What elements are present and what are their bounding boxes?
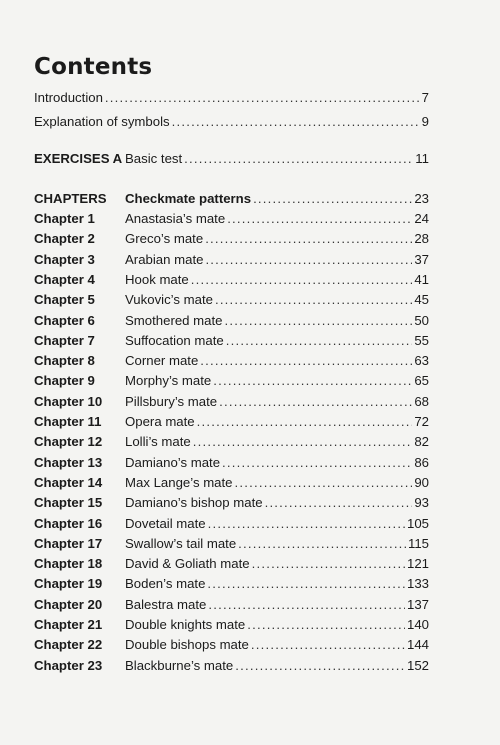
chapter-label: Chapter 10: [34, 393, 103, 409]
toc-entry-chapter: [0, 392, 500, 412]
entry-title: Damiano’s mate: [125, 454, 221, 470]
entry-title: Suffocation mate: [125, 332, 224, 348]
dot-leader: [208, 514, 405, 534]
chapter-label: Chapter 9: [34, 373, 95, 389]
entry-title: Morphy’s mate: [125, 373, 212, 389]
chapter-label: Chapter 5: [34, 292, 95, 308]
dot-leader: [215, 290, 412, 310]
toc-entry-chapter: [0, 574, 500, 594]
toc-entry-chapter: [0, 534, 500, 554]
toc-entry-chapter: [0, 371, 500, 391]
dot-leader: [184, 149, 413, 169]
chapter-label: Chapter 14: [34, 474, 103, 490]
entry-title: Double bishops mate: [125, 637, 249, 653]
page-number: 11: [415, 151, 429, 166]
entry-title: Hook mate: [125, 271, 189, 287]
dot-leader: [235, 473, 413, 493]
entry-title: Max Lange’s mate: [125, 474, 233, 490]
dot-leader: [191, 270, 413, 290]
page-number: 121: [406, 556, 429, 572]
dot-leader: [252, 554, 405, 574]
page-number: 152: [406, 657, 429, 673]
entry-title: Arabian mate: [125, 251, 204, 267]
page-number: 65: [414, 373, 429, 389]
chapter-label: Chapter 13: [34, 454, 103, 470]
dot-leader: [235, 656, 405, 676]
page-number: 133: [406, 576, 429, 592]
toc-entry-chapter: [0, 432, 500, 452]
page-title: Contents: [34, 54, 153, 80]
entry-title: Anastasia’s mate: [125, 211, 226, 226]
dot-leader: [251, 635, 405, 655]
page-number: 45: [414, 292, 429, 308]
dot-leader: [205, 250, 412, 270]
entry-title: Lolli’s mate: [125, 434, 191, 450]
dot-leader: [247, 615, 405, 635]
dot-leader: [172, 112, 420, 132]
dot-leader: [105, 88, 420, 108]
entry-title: Checkmate patterns: [125, 191, 252, 206]
entry-title: Explanation of symbols: [34, 114, 170, 129]
chapter-label: Chapter 8: [34, 353, 95, 369]
page-number: 7: [421, 90, 429, 105]
toc-entry-explanation-of-symbols: [0, 112, 500, 132]
page-number: 115: [407, 535, 429, 551]
toc-entry-chapter: [0, 656, 500, 676]
page-number: 93: [414, 495, 429, 511]
page-number: 9: [421, 114, 429, 129]
dot-leader: [213, 371, 412, 391]
toc-entry-chapter: [0, 595, 500, 615]
page-number: 82: [414, 434, 429, 450]
chapter-label: Chapter 4: [34, 271, 95, 287]
toc-entry-chapter: [0, 351, 500, 371]
dot-leader: [253, 189, 412, 209]
entry-title: Vukovic’s mate: [125, 292, 213, 308]
entry-title: Introduction: [34, 90, 103, 105]
chapter-label: Chapter 12: [34, 434, 103, 450]
dot-leader: [227, 209, 412, 229]
entry-title: Basic test: [125, 151, 183, 166]
page-number: 55: [414, 332, 429, 348]
page-number: 105: [406, 515, 429, 531]
toc-entry-chapter: [0, 250, 500, 270]
toc-entry-chapter: [0, 615, 500, 635]
page-number: 23: [414, 191, 429, 206]
toc-entry-exercises: [0, 149, 500, 169]
toc-entry-chapter: [0, 453, 500, 473]
chapter-label: Chapter 18: [34, 556, 103, 572]
entry-title: Damiano’s bishop mate: [125, 495, 263, 511]
page-number: 72: [414, 414, 429, 429]
dot-leader: [197, 412, 413, 432]
page-number: 86: [414, 454, 429, 470]
section-label: EXERCISES A: [34, 151, 123, 166]
toc-entry-introduction: [0, 88, 500, 108]
section-label: CHAPTERS: [34, 191, 107, 206]
chapter-label: Chapter 22: [34, 637, 103, 653]
toc-entry-chapter: [0, 331, 500, 351]
entry-title: Swallow’s tail mate: [125, 535, 237, 551]
page-number: 24: [414, 211, 429, 226]
dot-leader: [208, 595, 405, 615]
dot-leader: [238, 534, 406, 554]
page-number: 144: [406, 637, 429, 653]
entry-title: David & Goliath mate: [125, 556, 250, 572]
dot-leader: [225, 311, 413, 331]
entry-title: Corner mate: [125, 353, 199, 369]
page-number: 137: [406, 596, 429, 612]
page-number: 68: [414, 393, 429, 409]
toc-entry-chapter: [0, 209, 500, 229]
toc-entry-chapter: [0, 229, 500, 249]
entry-title: Boden’s mate: [125, 576, 206, 592]
dot-leader: [226, 331, 413, 351]
chapter-label: Chapter 15: [34, 495, 103, 511]
page-number: 41: [414, 271, 429, 287]
dot-leader: [207, 574, 405, 594]
entry-title: Blackburne’s mate: [125, 657, 234, 673]
dot-leader: [205, 229, 412, 249]
dot-leader: [222, 453, 412, 473]
page-number: 63: [414, 353, 429, 369]
dot-leader: [219, 392, 412, 412]
toc-entry-chapter: [0, 412, 500, 432]
chapter-label: Chapter 6: [34, 312, 95, 328]
page-number: 28: [414, 231, 429, 247]
chapter-label: Chapter 1: [34, 211, 95, 226]
chapter-label: Chapter 17: [34, 535, 103, 551]
chapter-label: Chapter 23: [34, 657, 103, 673]
chapter-label: Chapter 20: [34, 596, 103, 612]
toc-entry-chapter: [0, 493, 500, 513]
chapter-label: Chapter 21: [34, 617, 103, 632]
dot-leader: [193, 432, 413, 452]
toc-entry-chapter: [0, 554, 500, 574]
chapter-label: Chapter 2: [34, 231, 95, 247]
chapter-label: Chapter 3: [34, 251, 95, 267]
toc-entry-chapter: [0, 473, 500, 493]
page-number: 37: [414, 251, 429, 267]
page-number: 140: [406, 617, 429, 632]
chapter-label: Chapter 7: [34, 332, 95, 348]
entry-title: Dovetail mate: [125, 515, 206, 531]
entry-title: Opera mate: [125, 414, 195, 429]
entry-title: Pillsbury’s mate: [125, 393, 218, 409]
page-number: 50: [414, 312, 429, 328]
toc-entry-chapter: [0, 290, 500, 310]
entry-title: Greco’s mate: [125, 231, 204, 247]
dot-leader: [265, 493, 413, 513]
chapter-label: Chapter 11: [34, 414, 102, 429]
entry-title: Double knights mate: [125, 617, 246, 632]
toc-entry-chapter: [0, 270, 500, 290]
chapter-label: Chapter 19: [34, 576, 103, 592]
toc-entry-chapters-header: [0, 189, 500, 209]
chapter-label: Chapter 16: [34, 515, 103, 531]
dot-leader: [200, 351, 412, 371]
toc-entry-chapter: [0, 635, 500, 655]
entry-title: Smothered mate: [125, 312, 223, 328]
entry-title: Balestra mate: [125, 596, 207, 612]
page-number: 90: [414, 474, 429, 490]
toc-entry-chapter: [0, 311, 500, 331]
toc-entry-chapter: [0, 514, 500, 534]
